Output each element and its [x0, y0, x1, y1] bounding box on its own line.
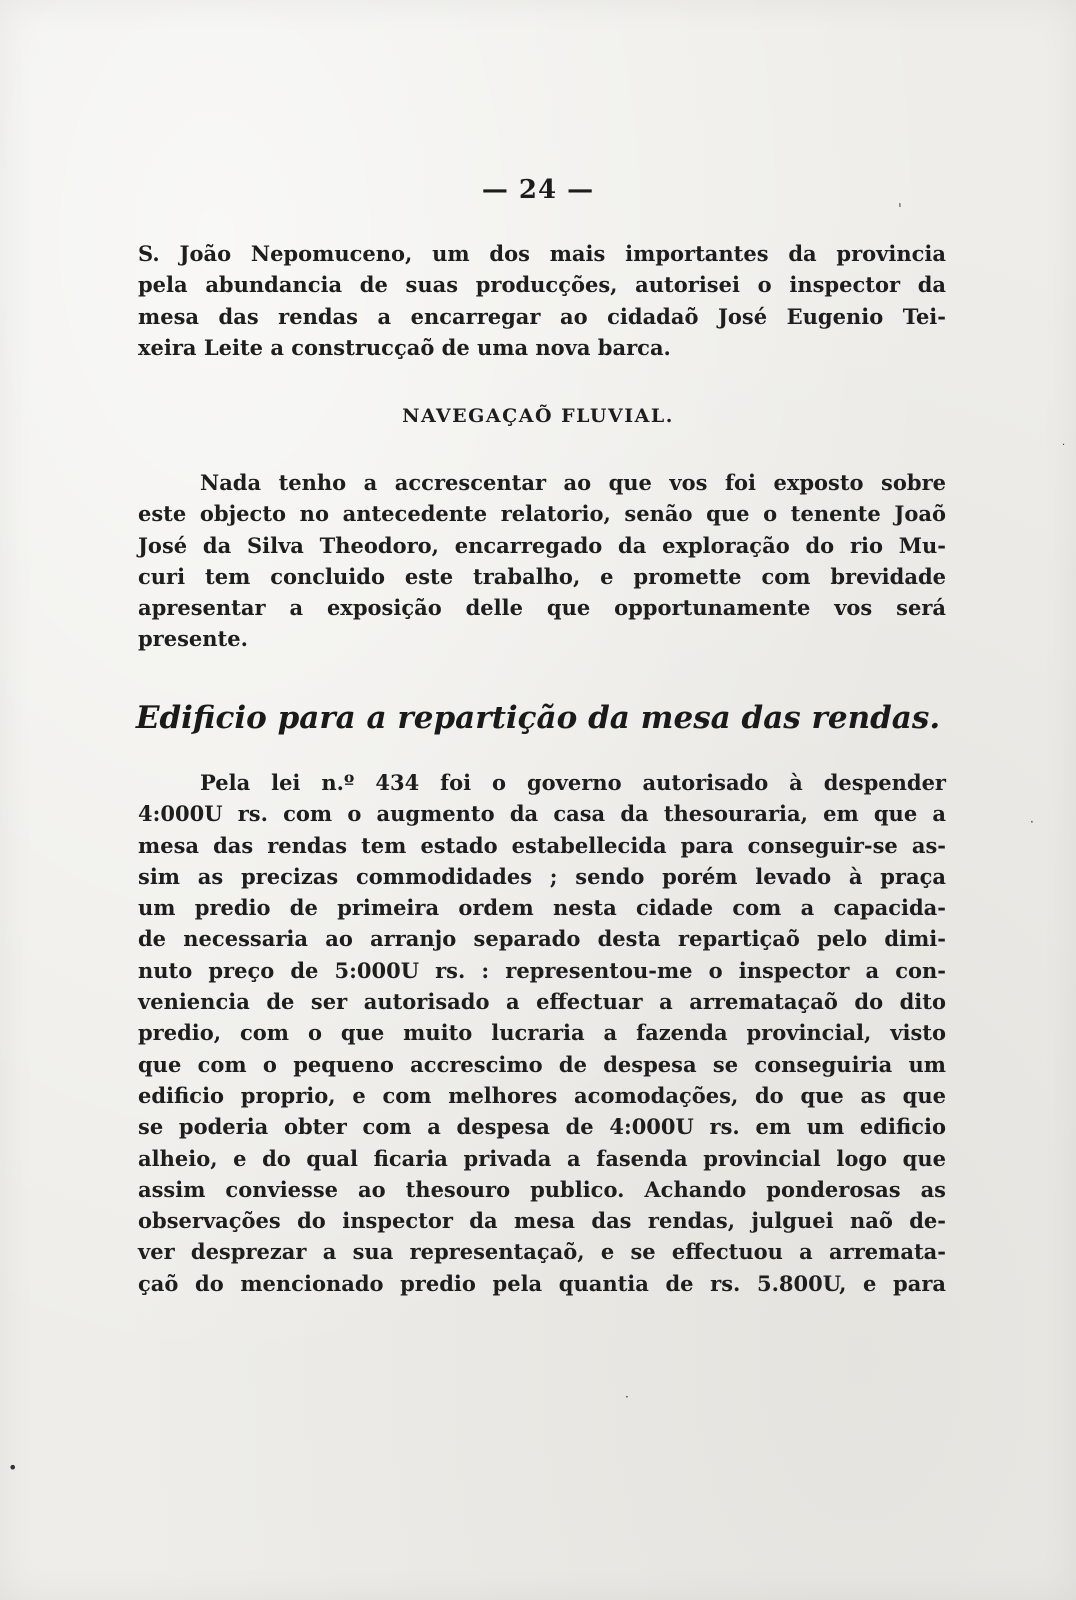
print-speck: · [1062, 440, 1066, 451]
print-speck: · [1030, 815, 1034, 829]
paragraph-line: apresentar a exposição delle que opportunamente vos será [138, 595, 946, 621]
print-speck: • [8, 1458, 18, 1477]
paragraph-navegacao [138, 467, 946, 655]
paragraph-line: mesa das rendas a encarregar ao cidadaõ José Eugenio Tei- [138, 303, 946, 329]
paragraph-line: mesa das rendas tem estado estabellecida para conseguir-se as- [138, 832, 946, 858]
print-speck: · [625, 1390, 629, 1404]
paragraph-sao-joao [138, 238, 946, 363]
paragraph-line: xeira Leite a construcçaõ de uma nova barca. [138, 334, 671, 360]
paragraph-line: de necessaria ao arranjo separado desta repartiçaõ pelo dimi- [138, 926, 946, 952]
print-speck: ˈ [898, 202, 902, 218]
paragraph-line: Nada tenho a accrescentar ao que vos foi exposto sobre [200, 470, 946, 495]
paragraph-line: ver desprezar a sua representaçaõ, e se effectuou a arremata- [138, 1239, 946, 1265]
paragraph-line: um predio de primeira ordem nesta cidade com a capacida- [138, 895, 946, 921]
paragraph-line: assim conviesse ao thesouro publico. Achando ponderosas as [138, 1176, 946, 1202]
section-heading-edificio: Edificio para a repartição da mesa das rendas. [135, 700, 941, 736]
paragraph-line: observações do inspector da mesa das rendas, julguei naõ de- [138, 1208, 946, 1234]
paragraph-line: alheio, e do qual ficaria privada a fasenda provincial logo que [138, 1145, 946, 1171]
paragraph-line: Pela lei n.º 434 foi o governo autorisado à despender [200, 770, 946, 795]
paragraph-line: 4:000U rs. com o augmento da casa da thesouraria, em que a [138, 801, 946, 827]
paragraph-line: nuto preço de 5:000U rs. : representou-me o inspector a con- [138, 957, 946, 983]
paragraph-line: veniencia de ser autorisado a effectuar a arremataçaõ do dito [138, 989, 946, 1015]
paragraph-line: edificio proprio, e com melhores acomodações, do que as que [138, 1082, 946, 1108]
page-number: — 24 — [481, 175, 595, 205]
paragraph-line: presente. [138, 626, 248, 652]
paragraph-line: pela abundancia de suas producções, autorisei o inspector da [138, 272, 946, 298]
paragraph-line: se poderia obter com a despesa de 4:000U rs. em um edificio [138, 1114, 946, 1140]
section-heading-navegacao: NAVEGAÇAÕ FLUVIAL. [402, 405, 674, 427]
paragraph-line: predio, com o que muito lucraria a fazenda provincial, visto [138, 1020, 946, 1046]
paragraph-line: S. João Nepomuceno, um dos mais importantes da provincia [138, 241, 946, 266]
paragraph-line: sim as precizas commodidades ; sendo porém levado à praça [138, 863, 946, 889]
paragraph-line: José da Silva Theodoro, encarregado da exploração do rio Mu- [138, 532, 946, 558]
paragraph-line: este objecto no antecedente relatorio, senão que o tenente Joaõ [138, 501, 946, 527]
paragraph-edificio [138, 767, 946, 1299]
paragraph-line: çaõ do mencionado predio pela quantia de rs. 5.800U, e para [138, 1270, 946, 1296]
paragraph-line: que com o pequeno accrescimo de despesa se conseguiria um [138, 1051, 946, 1077]
paragraph-line: curi tem concluido este trabalho, e promette com brevidade [138, 563, 946, 589]
